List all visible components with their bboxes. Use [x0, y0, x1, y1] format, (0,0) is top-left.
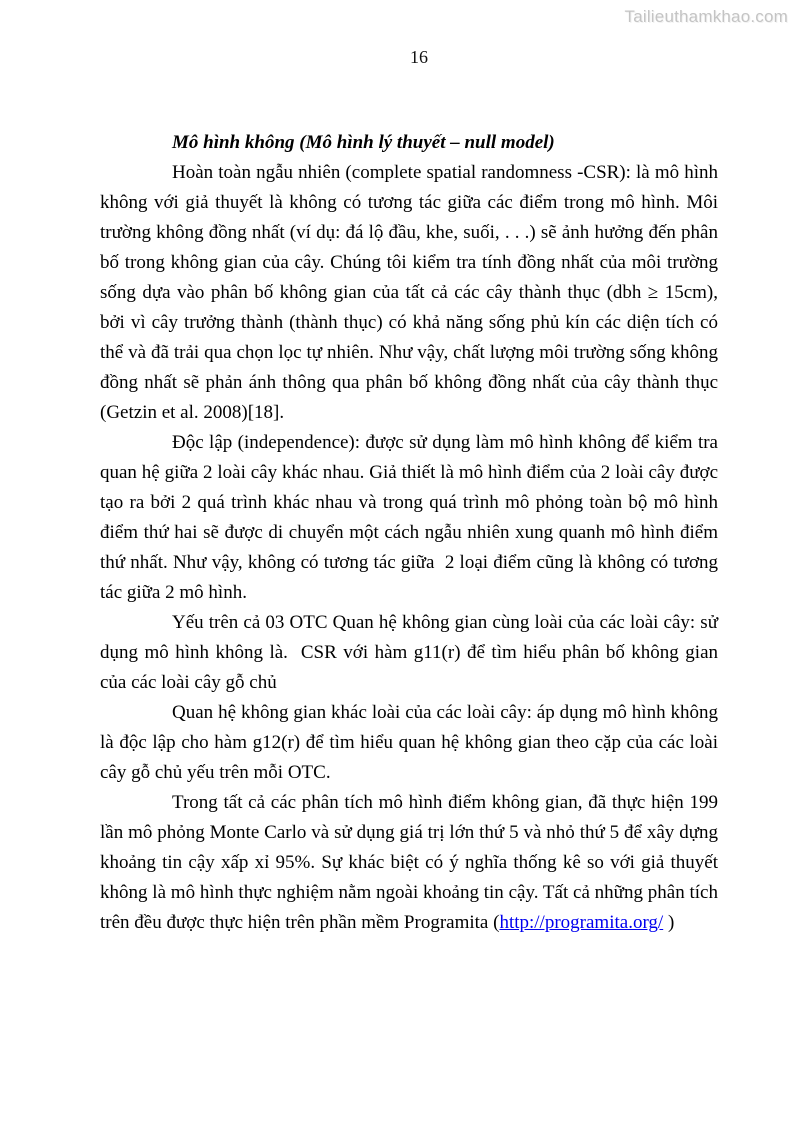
paragraph-otc-same-species	[100, 608, 718, 698]
paragraph-text: Quan hệ không gian khác loài của các loài cây: áp dụng mô hình không là độc lập cho hàm g12(r) để tìm hiểu quan hệ không gian theo cặp của các loài cây gỗ chủ yếu trên mỗi OTC.	[100, 702, 718, 783]
close-paren: )	[663, 912, 675, 933]
open-paren: (	[493, 912, 500, 933]
paragraph-monte-carlo	[100, 788, 718, 938]
paragraph-text: Độc lập (independence): được sử dụng làm mô hình không để kiểm tra quan hệ giữa 2 loài cây khác nhau. Giả thiết là mô hình điểm của 2 loài cây được tạo ra bởi 2 quá trình khác nhau và trong quá trình mô phỏng toàn bộ mô hình điểm thứ hai sẽ được di chuyển một cách ngẫu nhiên xung quanh mô hình điểm thứ nhất. Như vậy, không có tương tác giữa 2 loại điểm cũng là không có tương tác giữa 2 mô hình.	[100, 432, 718, 603]
link-line	[493, 912, 674, 933]
section-heading: Mô hình không (Mô hình lý thuyết – null model)	[172, 132, 555, 153]
paragraph-text: Trong tất cả các phân tích mô hình điểm không gian, đã thực hiện 199 lần mô phỏng Monte Carlo và sử dụng giá trị lớn thứ 5 và nhỏ thứ 5 để xây dựng khoảng tin cậy xấp xỉ 95%. Sự khác biệt có ý nghĩa thống kê so với giả thuyết không là mô hình thực nghiệm nằm ngoài khoảng tin cậy. Tất cả những phân tích trên đều được thực hiện trên phần mềm Programita	[100, 792, 718, 933]
programita-link[interactable]: http://programita.org/	[499, 912, 664, 933]
watermark: Tailieuthamkhao.com	[624, 7, 788, 26]
paragraph-text: Hoàn toàn ngẫu nhiên (complete spatial randomness -CSR): là mô hình không với giả thuyết là không có tương tác giữa các điểm trong mô hình. Môi trường không đồng nhất (ví dụ: đá lộ đầu, khe, suối, . . .) sẽ ảnh hưởng đến phân bố trong không gian của cây. Chúng tôi kiểm tra tính đồng nhất của môi trường sống dựa vào phân bố không gian của tất cả các cây thành thục (dbh ≥ 15cm), bởi vì cây trưởng thành (thành thục) có khả năng sống phủ kín các diện tích có thể và đã trải qua chọn lọc tự nhiên. Như vậy, chất lượng môi trường sống không đồng nhất sẽ phản ánh thông qua phân bố không đồng nhất của cây thành thục (Getzin et al. 2008)[18].	[100, 162, 718, 423]
paragraph-text: Yếu trên cả 03 OTC Quan hệ không gian cùng loài của các loài cây: sử dụng mô hình không là. CSR với hàm g11(r) để tìm hiểu phân bố không gian của các loài cây gỗ chủ	[100, 612, 718, 693]
document-body	[100, 128, 718, 938]
paragraph-otc-different-species	[100, 698, 718, 788]
paragraph-independence	[100, 428, 718, 608]
page-number: 16	[410, 47, 428, 67]
paragraph-csr	[100, 158, 718, 428]
